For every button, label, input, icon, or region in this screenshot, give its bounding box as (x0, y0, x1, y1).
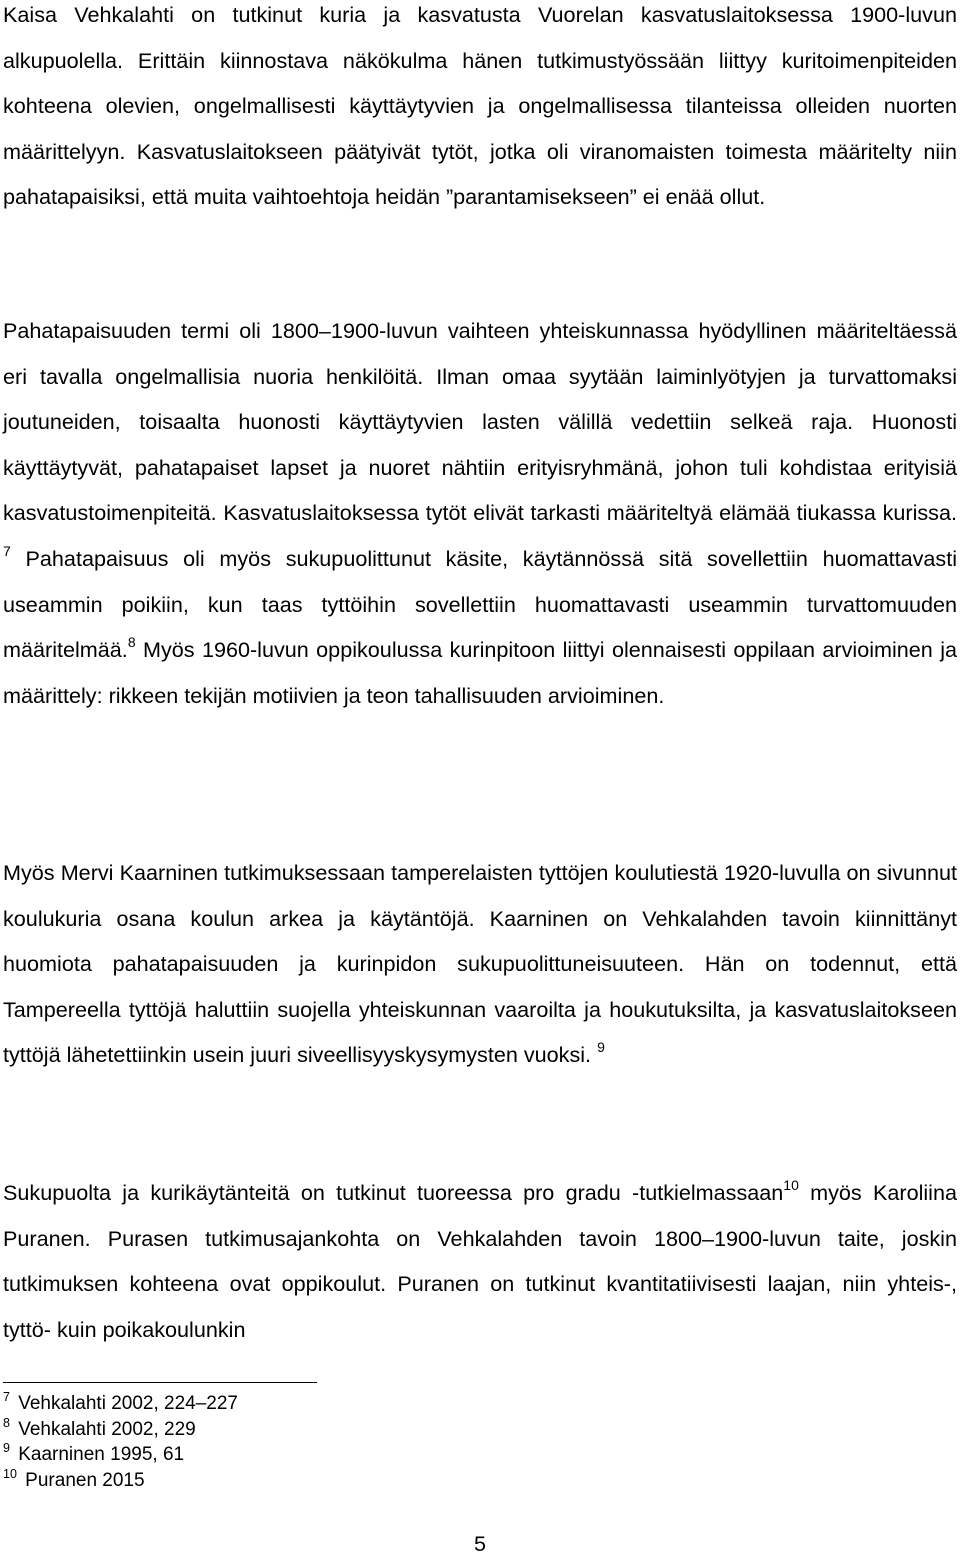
footnote-number: 7 (3, 1390, 10, 1404)
footnote-number: 8 (3, 1415, 10, 1430)
footnote-10 (3, 1468, 603, 1494)
paragraph-kaarninen (3, 850, 957, 1078)
footnote-number: 9 (3, 1441, 10, 1456)
paragraph-text: myös Karoliina Puranen. Purasen tutkimusajankohta on Vehkalahden tavoin 1800–1900-luvun taite, joskin tutkimuksen kohteena ovat oppikoulut. Puranen on tutkinut kvantitatiivisesti laajan, niin yhteis-, tyttö- kuin poikakoulunkin (3, 1180, 957, 1342)
footnote-separator (3, 1382, 317, 1383)
paragraph-text: Sukupuolta ja kurikäytänteitä on tutkinut tuoreessa pro gradu -tutkielmassaan (3, 1180, 784, 1205)
footnote-text: Kaarninen 1995, 61 (12, 1444, 185, 1466)
paragraph-puranen (3, 1170, 957, 1352)
footnote-ref-9[interactable]: 9 (597, 1039, 605, 1056)
footnote-ref-8[interactable]: 8 (127, 634, 136, 651)
footnote-9 (3, 1442, 603, 1468)
footnote-7 (3, 1391, 603, 1417)
page-number: 5 (473, 1531, 486, 1556)
footnote-text: Vehkalahti 2002, 224–227 (12, 1393, 238, 1414)
paragraph-text: Pahatapaisuuden termi oli 1800–1900-luvun vaihteen yhteiskunnassa hyödyllinen määriteltäessä eri tavalla ongelmallisia nuoria henkilöitä. Ilman omaa syytään laiminlyötyjen ja turvattomaksi joutuneiden, toisaalta huonosti käyttäytyvien lasten välillä vedettiin selkeä raja. Huonosti käyttäytyvät, pahatapaiset lapset ja nuoret nähtiin erityisryhmänä, johon tuli kohdistaa erityisiä kasvatustoimenpiteitä. Kasvatuslaitoksessa tytöt elivät tarkasti määriteltyä elämää tiukassa kurissa. (3, 318, 957, 526)
footnote-number: 10 (3, 1466, 17, 1481)
footnote-ref-7[interactable]: 7 (3, 542, 11, 559)
paragraph-text: Kaisa Vehkalahti on tutkinut kuria ja kasvatusta Vuorelan kasvatuslaitoksessa 1900-luvun alkupuolella. Erittäin kiinnostava näkökulma hänen tutkimustyössään liittyy kuritoimenpiteiden kohteena olevien, ongelmallisesti käyttäytyvien ja ongelmallisessa tilanteissa olleiden nuorten määrittelyyn. Kasvatuslaitokseen päätyivät tytöt, jotka oli viranomaisten toimesta määritelty niin pahatapaisiksi, että muita vaihtoehtoja heidän ”parantamisekseen” ei enää ollut. (3, 2, 957, 210)
paragraph-pahatapaisuus (3, 308, 957, 718)
footnote-ref-10[interactable]: 10 (783, 1177, 799, 1193)
paragraph-text: Myös 1960-luvun oppikoulussa kurinpitoon liittyi olennaisesti oppilaan arvioiminen ja määrittely: rikkeen tekijän motiivien ja teon tahallisuuden arvioiminen. (3, 637, 957, 708)
footnotes (3, 1391, 603, 1493)
footnote-text: Vehkalahti 2002, 229 (12, 1418, 196, 1440)
paragraph-vehkalahti-intro (3, 0, 957, 220)
paragraph-text: Pahatapaisuus oli myös sukupuolittunut käsite, käytännössä sitä sovellettiin huomattavasti useammin poikiin, kun taas tyttöihin sovellettiin huomattavasti useammin turvattomuuden määritelmää. (3, 545, 957, 663)
paragraph-text: Myös Mervi Kaarninen tutkimuksessaan tamperelaisten tyttöjen koulutiestä 1920-luvulla on sivunnut koulukuria osana koulun arkea ja käytäntöjä. Kaarninen on Vehkalahden tavoin kiinnittänyt huomiota pahatapaisuuden ja kurinpidon sukupuolittuneisuuteen. Hän on todennut, että Tampereella tyttöjä haluttiin suojella yhteiskunnan vaaroilta ja houkutuksilta, ja kasvatuslaitokseen tyttöjä lähetettiinkin usein juuri siveellisyyskysymysten vuoksi. (3, 860, 957, 1068)
footnote-8 (3, 1417, 603, 1443)
footnote-text: Puranen 2015 (19, 1469, 145, 1491)
